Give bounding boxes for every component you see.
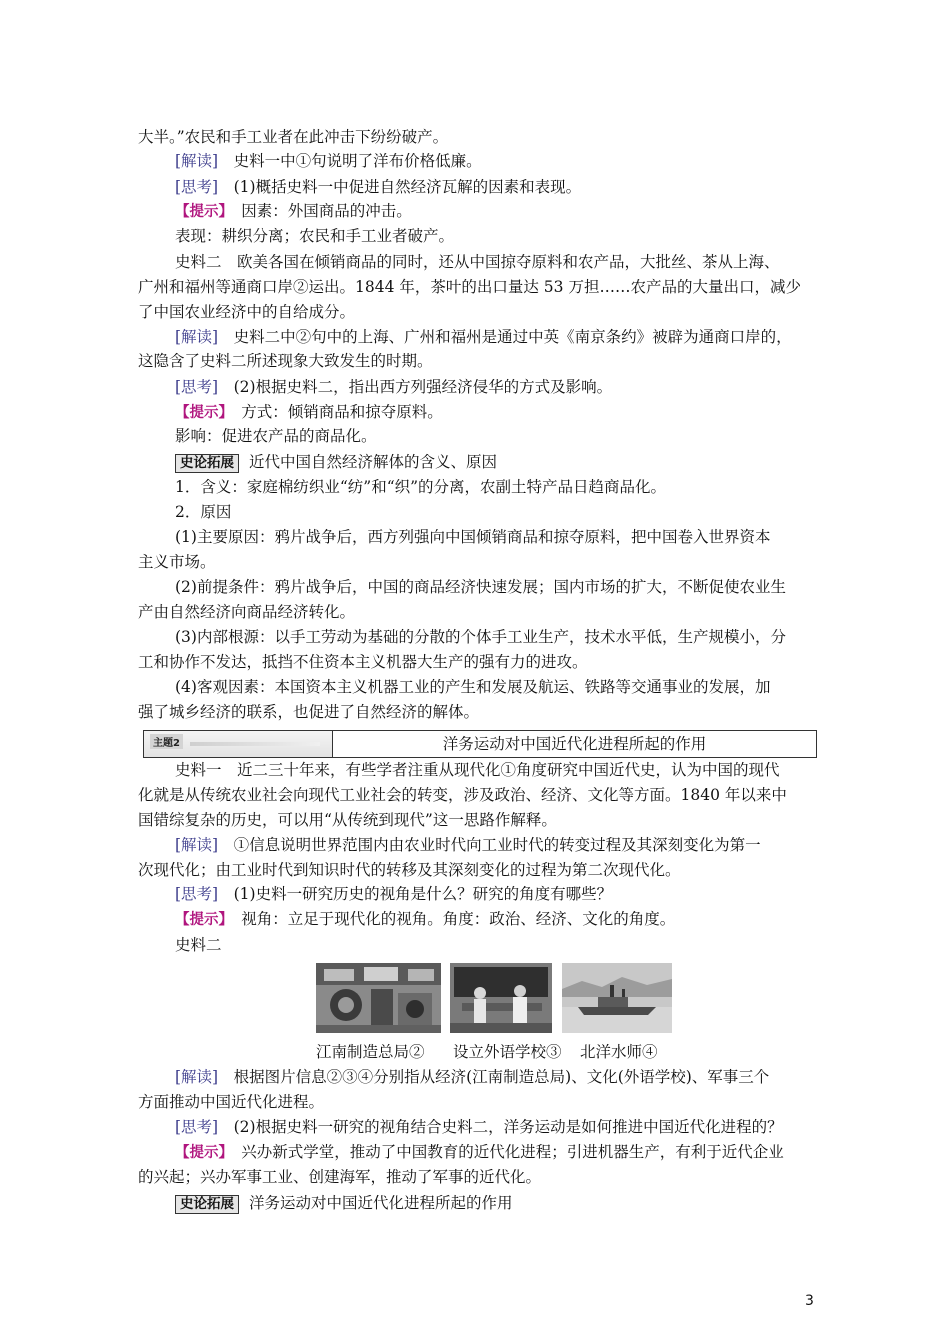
line-text: 大半。”农民和手工业者在此冲击下纷纷破产。 xyxy=(138,128,449,146)
text-line xyxy=(175,1193,820,1214)
text-line xyxy=(175,402,820,423)
photo-caption-2: 设立外语学校③ xyxy=(453,1043,562,1061)
photo-beiyang-fleet xyxy=(562,963,672,1033)
line-text: 洋务运动对中国近代化进程所起的作用 xyxy=(249,1194,513,1212)
text-line xyxy=(175,452,820,473)
line-text: (1)主要原因：鸦片战争后，西方列强向中国倾销商品和掠夺原料，把中国卷入世界资本 xyxy=(175,528,771,546)
text-line xyxy=(138,1092,818,1112)
text-line xyxy=(175,1117,820,1137)
text-line xyxy=(138,785,818,805)
hint-label: 【提示】 xyxy=(175,1145,226,1161)
text-line xyxy=(175,884,820,904)
text-line xyxy=(175,1067,820,1087)
text-line xyxy=(175,226,820,246)
text-line xyxy=(175,502,820,522)
text-line xyxy=(175,835,820,855)
line-text: (2)根据史料二，指出西方列强经济侵华的方式及影响。 xyxy=(218,378,613,396)
line-text: 表现：耕织分离；农民和手工业者破产。 xyxy=(175,227,455,245)
line-text: 史料一 近二三十年来，有些学者注重从现代化①角度研究中国近代史，认为中国的现代 xyxy=(175,761,780,779)
line-prefix: [思考] xyxy=(175,378,219,396)
text-line xyxy=(175,177,820,197)
text-line xyxy=(175,577,820,597)
text-line xyxy=(138,602,818,622)
line-text: 史料二 欧美各国在倾销商品的同时，还从中国掠夺原料和农产品，大批丝、茶从上海、 xyxy=(175,253,780,271)
line-text: 影响：促进农产品的商品化。 xyxy=(175,427,377,445)
text-line xyxy=(175,627,820,647)
text-line xyxy=(175,151,820,171)
line-prefix: [思考] xyxy=(175,885,219,903)
text-line xyxy=(138,1167,818,1187)
line-text: ①信息说明世界范围内由农业时代向工业时代的转变过程及其深刻变化为第一 xyxy=(218,836,761,854)
line-text: 1．含义：家庭棉纺织业“纺”和“织”的分离，农副土特产品日趋商品化。 xyxy=(175,478,667,496)
text-line xyxy=(138,702,818,722)
hint-label: 【提示】 xyxy=(175,204,226,220)
line-text: 史料二中②句中的上海、广州和福州是通过中英《南京条约》被辟为通商口岸的， xyxy=(218,328,792,346)
line-text: 这隐含了史料二所述现象大致发生的时期。 xyxy=(138,352,433,370)
text-line xyxy=(175,252,820,272)
line-prefix: [解读] xyxy=(175,152,219,170)
text-line xyxy=(175,327,820,347)
line-text: (1)概括史料一中促进自然经济瓦解的因素和表现。 xyxy=(218,178,582,196)
hint-label: 【提示】 xyxy=(175,405,226,421)
text-line xyxy=(138,127,818,147)
text-line xyxy=(175,201,820,222)
topic-decor-bar xyxy=(190,742,320,746)
line-prefix: [思考] xyxy=(175,178,219,196)
line-text: 史料一中①句说明了洋布价格低廉。 xyxy=(218,152,482,170)
line-text: 近代中国自然经济解体的含义、原因 xyxy=(249,453,498,471)
line-prefix: [思考] xyxy=(175,1118,219,1136)
line-text: 视角：立足于现代化的视角。角度：政治、经济、文化的角度。 xyxy=(225,910,676,928)
line-text: 化就是从传统农业社会向现代工业社会的转变，涉及政治、经济、文化等方面。1840 年以来中 xyxy=(138,786,787,804)
line-text: 方式：倾销商品和掠夺原料。 xyxy=(225,403,443,421)
line-text: (2)根据史料一研究的视角结合史料二，洋务运动是如何推进中国近代化进程的？ xyxy=(218,1118,783,1136)
photo-jiangnan-arsenal xyxy=(316,963,441,1033)
text-line xyxy=(175,426,820,446)
text-line xyxy=(175,477,820,497)
line-text: 国错综复杂的历史，可以用“从传统到现代”这一思路作解释。 xyxy=(138,811,557,829)
line-text: 根据图片信息②③④分别指从经济(江南制造总局)、文化(外语学校)、军事三个 xyxy=(218,1068,770,1086)
line-prefix: [解读] xyxy=(175,836,219,854)
line-text: (3)内部根源：以手工劳动为基础的分散的个体手工业生产，技术水平低，生产规模小，分 xyxy=(175,628,786,646)
photo-caption-3: 北洋水师④ xyxy=(580,1043,658,1061)
text-line xyxy=(175,760,820,780)
text-line xyxy=(175,677,820,697)
hint-label: 【提示】 xyxy=(175,912,226,928)
line-text: 了中国农业经济中的自给成分。 xyxy=(138,303,356,321)
topic-header xyxy=(143,730,817,758)
text-line xyxy=(138,652,818,672)
line-prefix: [解读] xyxy=(175,328,219,346)
text-line xyxy=(138,351,818,371)
topic-label: 主题2 xyxy=(150,734,183,749)
text-line xyxy=(138,302,818,322)
line-text: 主义市场。 xyxy=(138,553,216,571)
section-tag: 史论拓展 xyxy=(175,454,239,473)
line-text: (2)前提条件：鸦片战争后，中国的商品经济快速发展；国内市场的扩大，不断促使农业生 xyxy=(175,578,786,596)
text-line xyxy=(175,935,820,955)
line-text: (1)史料一研究历史的视角是什么？研究的角度有哪些？ xyxy=(218,885,613,903)
line-text: 兴办新式学堂，推动了中国教育的近代化进程；引进机器生产，有利于近代企业 xyxy=(225,1143,784,1161)
text-line xyxy=(175,527,820,547)
topic-label-cell xyxy=(144,731,333,757)
line-text: 2．原因 xyxy=(175,503,232,521)
line-prefix: [解读] xyxy=(175,1068,219,1086)
line-text: (4)客观因素：本国资本主义机器工业的产生和发展及航运、铁路等交通事业的发展，加 xyxy=(175,678,771,696)
line-text: 方面推动中国近代化进程。 xyxy=(138,1093,325,1111)
text-line xyxy=(175,377,820,397)
line-text: 的兴起；兴办军事工业、创建海军，推动了军事的近代化。 xyxy=(138,1168,542,1186)
line-text: 因素：外国商品的冲击。 xyxy=(225,202,412,220)
line-text: 次现代化；由工业时代到知识时代的转移及其深刻变化的过程为第二次现代化。 xyxy=(138,861,681,879)
line-text: 史料二 xyxy=(175,936,222,954)
text-line xyxy=(175,909,820,930)
line-text: 工和协作不发达，抵挡不住资本主义机器大生产的强有力的进攻。 xyxy=(138,653,588,671)
photo-caption-1: 江南制造总局② xyxy=(316,1043,425,1061)
section-tag: 史论拓展 xyxy=(175,1195,239,1214)
text-line xyxy=(138,552,818,572)
line-text: 产由自然经济向商品经济转化。 xyxy=(138,603,356,621)
topic-title: 洋务运动对中国近代化进程所起的作用 xyxy=(442,735,707,753)
photo-language-school xyxy=(450,963,552,1033)
text-line xyxy=(138,860,818,880)
line-text: 广州和福州等通商口岸②运出。1844 年，茶叶的出口量达 53 万担……农产品的大量出口，减少 xyxy=(138,278,801,296)
page-number: 3 xyxy=(805,1293,814,1309)
text-line xyxy=(175,1142,820,1163)
text-line xyxy=(138,810,818,830)
text-line xyxy=(138,277,818,297)
line-text: 强了城乡经济的联系，也促进了自然经济的解体。 xyxy=(138,703,480,721)
